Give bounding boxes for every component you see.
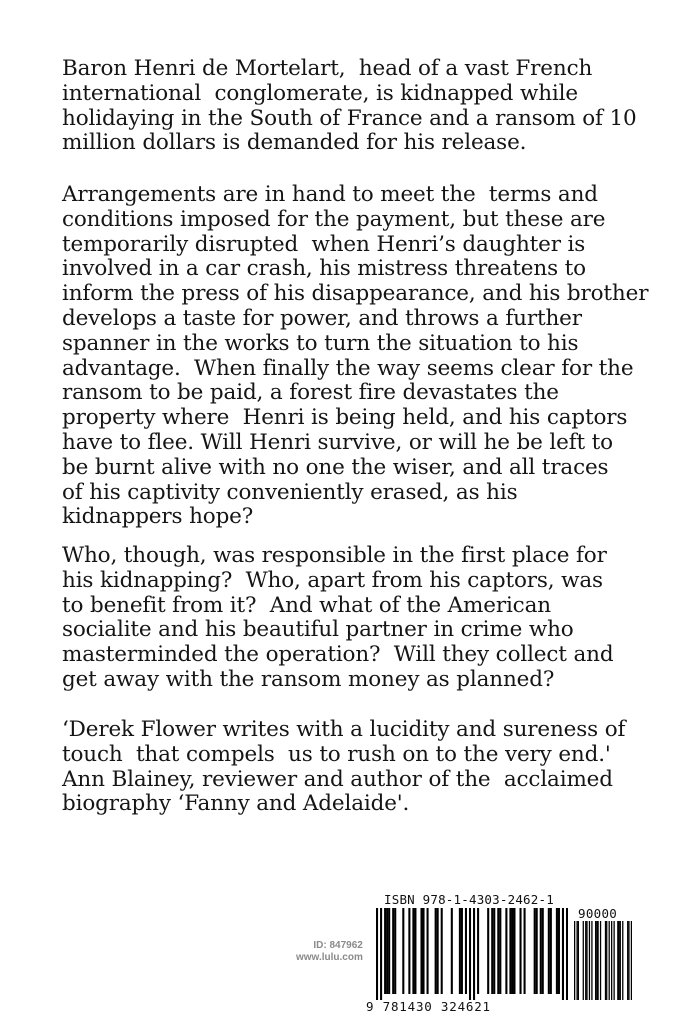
review-line: ‘Derek Flower writes with a lucidity and sureness of (62, 717, 626, 742)
barcode-bar (576, 921, 577, 1000)
barcode-bar (487, 908, 489, 994)
barcode-bar (558, 908, 560, 994)
barcode-bar (585, 921, 586, 1000)
blurb-line: property where Henri is being held, and his captors (62, 405, 628, 431)
blurb-line: Arrangements are in hand to meet the terms and (62, 182, 598, 207)
barcode-bar (556, 908, 558, 994)
review-line: touch that compels us to rush on to the very end.' (62, 741, 611, 767)
price-code: 90000 (578, 906, 618, 921)
barcode-bar (420, 908, 422, 994)
barcode-bar (394, 908, 396, 994)
barcode-bar (622, 921, 623, 1000)
barcode-bar (586, 921, 587, 1000)
barcode-bar (469, 908, 471, 1000)
barcode-bar (499, 908, 501, 994)
blurb-line: have to flee. Will Henri survive, or will he be left to (62, 429, 613, 455)
barcode-bar (459, 908, 461, 994)
blurb-line: involved in a car crash, his mistress threatens to (62, 256, 586, 282)
barcode-bar (578, 921, 579, 1000)
blurb-line: to benefit from it? And what of the American (62, 592, 551, 618)
blurb-paragraph-1 (62, 57, 662, 156)
blurb-line: Baron Henri de Mortelart, head of a vast French (62, 56, 593, 81)
barcode-bar (376, 908, 378, 1000)
barcode-bar (408, 908, 410, 994)
barcode-bar (631, 921, 632, 1000)
blurb-line: advantage. When finally the way seems clear for the (62, 355, 634, 381)
lulu-id: ID: 847962 (313, 940, 363, 951)
barcode-bar (595, 921, 596, 1000)
barcode-bar (505, 908, 507, 994)
barcode-bar (596, 921, 597, 1000)
blurb-line: inform the press of his disappearance, and his brother (62, 281, 649, 307)
barcode-bar (611, 921, 612, 1000)
barcode-bar (617, 921, 618, 1000)
barcode-digits: 9 781430 324621 (366, 999, 491, 1014)
blurb-line: socialite and his beautiful partner in crime who (62, 617, 574, 643)
barcode-bar (513, 908, 515, 994)
barcode-bar (600, 921, 601, 1000)
addon-barcode (574, 921, 632, 1000)
barcode-bar (414, 908, 416, 994)
barcode-bar (540, 908, 542, 994)
barcode-bar (524, 908, 526, 994)
barcode-bar (550, 908, 552, 994)
barcode-bar (566, 908, 568, 1000)
barcode-bar (422, 908, 424, 994)
barcode-bar (511, 908, 513, 994)
barcode-bar (542, 908, 544, 994)
barcode-bar (412, 908, 414, 994)
barcode-bar (451, 908, 453, 994)
barcode-bar (613, 921, 614, 1000)
blurb-paragraph-2 (62, 183, 662, 530)
blurb-line: Who, though, was responsible in the first place for (62, 543, 607, 568)
barcode-bar (491, 908, 493, 994)
review-quote (62, 718, 662, 817)
barcode-bar (591, 921, 592, 1000)
review-line: Ann Blainey, reviewer and author of the acclaimed (62, 766, 613, 792)
barcode-bar (628, 921, 629, 1000)
barcode-bar (574, 921, 575, 1000)
review-line: biography ‘Fanny and Adelaide'. (62, 791, 410, 817)
blurb-line: develops a taste for power, and throws a further (62, 305, 582, 331)
blurb-paragraph-3 (62, 544, 662, 693)
blurb-line: temporarily disrupted when Henri’s daughter is (62, 231, 586, 257)
blurb-line: international conglomerate, is kidnapped while (62, 80, 578, 106)
barcode-bar (509, 908, 511, 994)
barcode-bar (437, 908, 439, 994)
barcode-bar (534, 908, 536, 994)
lulu-label (296, 940, 363, 964)
barcode-bar (493, 908, 495, 994)
barcode-bar (618, 921, 619, 1000)
barcode-bar (497, 908, 499, 994)
blurb-line: his kidnapping? Who, apart from his captors, was (62, 567, 603, 593)
blurb-line: of his captivity conveniently erased, as his (62, 479, 518, 505)
blurb-line: masterminded the operation? Will they collect and (62, 642, 614, 668)
barcode-bar (548, 908, 550, 994)
barcode-bar (402, 908, 404, 994)
blurb-line: kidnappers hope? (62, 504, 254, 530)
barcode-bar (606, 921, 607, 1000)
lulu-site: www.lulu.com (296, 952, 363, 963)
barcode-bar (392, 908, 394, 994)
blurb-line: conditions imposed for the payment, but these are (62, 206, 606, 232)
barcode-bar (536, 908, 538, 994)
barcode-bar (441, 908, 443, 994)
barcode-bar (388, 908, 390, 994)
barcode-bar (461, 908, 463, 994)
barcode-bar (465, 908, 467, 994)
blurb-line: ransom to be paid, a forest fire devastates the (62, 380, 559, 406)
blurb-line: be burnt alive with no one the wiser, and all traces (62, 454, 609, 480)
barcode-bar (562, 908, 564, 1000)
barcode-bar (477, 908, 479, 994)
isbn-label: ISBN 978-1-4303-2462-1 (384, 892, 554, 907)
barcode-bar (597, 921, 598, 1000)
barcode-bar (583, 921, 584, 1000)
barcode-bar (589, 921, 590, 1000)
barcode-bar (519, 908, 521, 994)
barcode-bar (384, 908, 386, 994)
blurb-line: million dollars is demanded for his release. (62, 130, 527, 156)
barcode-bar (620, 921, 621, 1000)
barcode-bar (605, 921, 606, 1000)
isbn-barcode (376, 908, 568, 1000)
barcode-bar (435, 908, 437, 994)
barcode-bar (380, 908, 382, 1000)
blurb-line: get away with the ransom money as planned? (62, 666, 555, 692)
blurb-line: spanner in the works to turn the situation to his (62, 330, 579, 356)
barcode-bar (427, 908, 429, 994)
barcode-bar (386, 908, 388, 994)
barcode-bar (627, 921, 628, 1000)
barcode-bar (473, 908, 475, 1000)
blurb-line: holidaying in the South of France and a ransom of 10 (62, 105, 637, 131)
barcode-bar (609, 921, 610, 1000)
